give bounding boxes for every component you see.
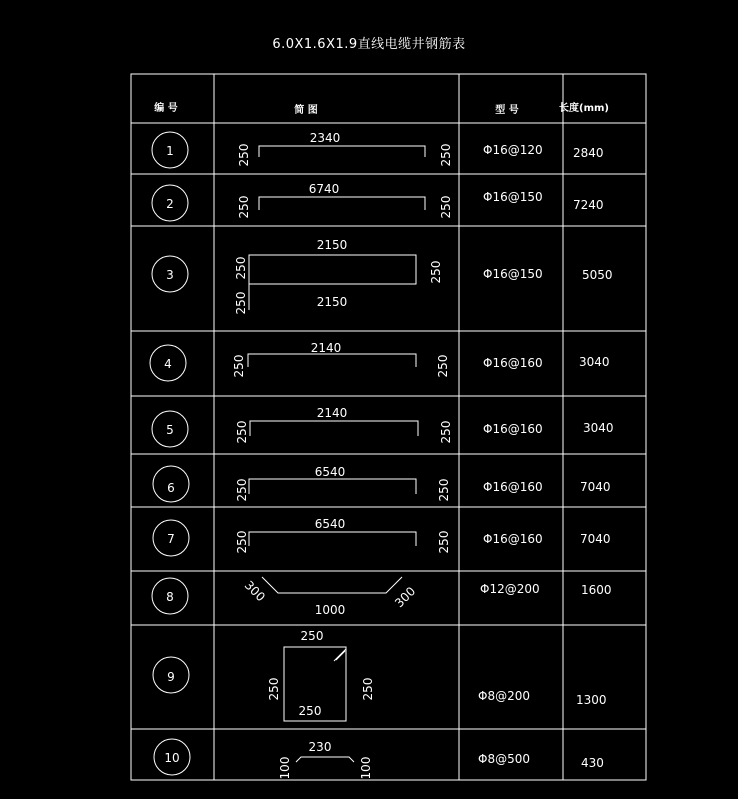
rebar-length: 7240	[573, 198, 604, 212]
row-number: 2	[166, 197, 174, 211]
rebar-spec: Φ8@200	[478, 689, 530, 703]
dim-label: 230	[308, 740, 332, 754]
table-row	[150, 341, 610, 381]
rebar-length: 7040	[580, 532, 611, 546]
dim-label: 2140	[310, 341, 342, 355]
rebar-shape	[250, 421, 418, 436]
row-number: 5	[166, 423, 174, 437]
dim-label: 6540	[314, 517, 346, 531]
table-title: 6.0X1.6X1.9直线电缆井钢筋表	[272, 37, 466, 52]
dim-label: 250	[237, 143, 251, 167]
rebar-length: 1300	[576, 693, 607, 707]
rebar-shape	[249, 532, 416, 546]
rebar-length: 7040	[580, 480, 611, 494]
dim-label: 250	[235, 530, 249, 554]
rebar-spec: Φ16@150	[483, 190, 543, 204]
row-number: 1	[166, 144, 174, 158]
dim-label: 250	[436, 354, 450, 378]
rebar-length: 5050	[582, 268, 613, 282]
row-number: 10	[164, 751, 180, 765]
dim-label: 250	[439, 195, 453, 219]
rebar-spec: Φ16@160	[483, 480, 543, 494]
dim-label: 300	[241, 578, 268, 605]
table-row	[152, 131, 604, 168]
table-row	[152, 406, 614, 447]
row-number: 3	[166, 268, 174, 282]
table-grid	[131, 74, 646, 780]
rebar-spec: Φ16@150	[483, 267, 543, 281]
rebar-shape	[262, 577, 402, 593]
dim-label: 250	[234, 291, 248, 315]
rebar-length: 430	[581, 756, 604, 770]
rebar-shape	[259, 146, 425, 157]
row-number: 4	[164, 357, 172, 371]
rebar-length: 3040	[583, 421, 614, 435]
rebar-spec: Φ16@160	[483, 422, 543, 436]
dim-label: 250	[429, 260, 443, 284]
dim-label: 1000	[314, 603, 346, 617]
rebar-shape	[259, 197, 425, 210]
rebar-spec: Φ16@120	[483, 143, 543, 157]
dim-label: 250	[300, 629, 324, 643]
dim-label: 300	[392, 584, 419, 611]
row-number: 9	[167, 670, 175, 684]
rebar-shape	[249, 479, 416, 494]
rebar-spec: Φ12@200	[480, 582, 540, 596]
dim-label: 100	[359, 756, 373, 780]
dim-label: 250	[298, 704, 322, 718]
table-row	[153, 517, 611, 556]
table-row	[153, 465, 611, 502]
dim-label: 250	[437, 530, 451, 554]
table-row	[152, 577, 612, 617]
dim-label: 250	[439, 143, 453, 167]
rebar-shape	[296, 757, 354, 762]
dim-label: 6740	[308, 182, 340, 196]
dim-label: 250	[234, 256, 248, 280]
dim-label: 250	[437, 478, 451, 502]
dim-label: 2150	[316, 295, 348, 309]
rebar-spec: Φ16@160	[483, 356, 543, 370]
rebar-spec: Φ16@160	[483, 532, 543, 546]
header-spec: 型 号	[495, 105, 519, 116]
rebar-hook	[334, 649, 346, 661]
table-row	[153, 629, 607, 721]
dim-label: 2150	[316, 238, 348, 252]
row-number: 7	[167, 532, 175, 546]
dim-label: 250	[235, 420, 249, 444]
header-id: 编 号	[154, 103, 178, 114]
dim-label: 250	[232, 354, 246, 378]
rebar-shape	[248, 354, 416, 367]
table-row	[154, 739, 604, 779]
table-row	[152, 238, 613, 314]
dim-label: 6540	[314, 465, 346, 479]
dim-label: 250	[235, 478, 249, 502]
dim-label: 100	[278, 756, 292, 780]
dim-label: 250	[361, 677, 375, 701]
dim-label: 250	[267, 677, 281, 701]
dim-label: 250	[237, 195, 251, 219]
rebar-spec: Φ8@500	[478, 752, 530, 766]
table-row	[152, 182, 604, 221]
dim-label: 2340	[309, 131, 341, 145]
header-length: 长度(mm)	[559, 103, 609, 114]
rebar-length: 1600	[581, 583, 612, 597]
dim-label: 250	[439, 420, 453, 444]
rebar-length: 3040	[579, 355, 610, 369]
header-sketch: 简 图	[294, 105, 318, 116]
rebar-length: 2840	[573, 146, 604, 160]
row-number: 8	[166, 590, 174, 604]
dim-label: 2140	[316, 406, 348, 420]
row-number: 6	[167, 481, 175, 495]
